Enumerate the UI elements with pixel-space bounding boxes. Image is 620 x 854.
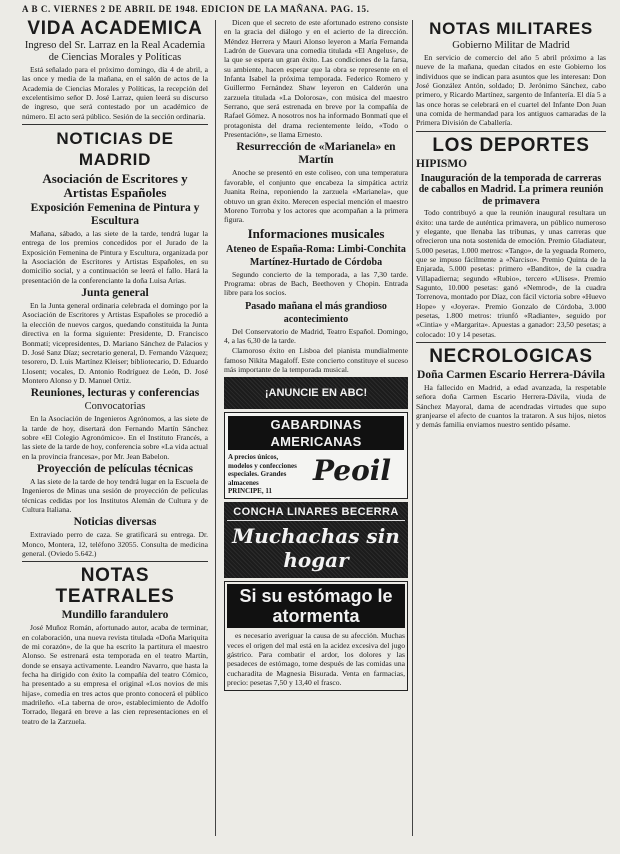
reuniones-heading: Reuniones, lecturas y conferencias xyxy=(30,387,200,400)
ad-banner xyxy=(224,377,408,409)
academia-subtitle: Ingreso del Sr. Larraz en la Real Academia de Ciencias Morales y Políticas xyxy=(24,40,206,63)
marianela-heading: Resurrección de «Marianela» en Martín xyxy=(236,141,396,167)
deportes-sub: Inauguración de la temporada de carreras de caballos en Madrid. La primera reunión de primavera xyxy=(418,172,604,207)
teatrales-sub: Mundillo farandulero xyxy=(61,609,169,622)
stomach-title: Si su estómago le atormenta xyxy=(227,584,405,628)
diversas-heading: Noticias diversas xyxy=(73,516,157,529)
academia-body: Está señalado para el próximo domingo, día 4 de abril, a las once y media de la mañana, en el salón de actos de la Academia de Ciencias Morales y Políticas, la recepción del excelentísimo señor D. José Larraz, quien leerá su discurso de ingreso, que será contestado por un académico de número. El acto será público. Sesión de la sección ordinaria. xyxy=(22,65,208,121)
militares-title: NOTAS MILITARES xyxy=(429,19,593,38)
magaloff-body: Clamoroso éxito en Lisboa del pianista mundialmente famoso Nikita Magaloff. Este concierto constituye el suceso más importante de la temporada musical. xyxy=(224,346,408,374)
noticias-sub1: Asociación de Escritores y Artistas Españoles xyxy=(42,171,188,201)
concha-title: CONCHA LINARES BECERRA xyxy=(227,506,405,521)
pasado-heading: Pasado mañana el más grandioso acontecimiento xyxy=(245,300,387,325)
ateneo-heading: Ateneo de España-Roma: Limbi-Conchita Martínez-Hurtado de Córdoba xyxy=(226,243,406,268)
militares-sub: Gobierno Militar de Madrid xyxy=(452,40,570,51)
column-3 xyxy=(416,18,606,836)
convocatorias-heading: Convocatorias xyxy=(84,401,146,413)
musicales-heading: Informaciones musicales xyxy=(247,225,385,241)
necrologicas-title: NECROLOGICAS xyxy=(429,346,593,368)
noticias-body1: Mañana, sábado, a las siete de la tarde, tendrá lugar la entrega de los premios concedidos por el Jurado de la Exposición Femenina de Pintura y Escultura, organizada por la Asociación de Escritores y Artistas Españoles, en su domicilio social, y a continuación se leerá el fallo. Hará la presentación de la conferenciante la doña Luisa Arias. xyxy=(22,229,208,285)
militares-body: En servicio de comercio del año 5 abril próximo a las nueve de la mañana, quedan citados en este Gobierno los individuos que se indican para asuntos que les interesan: Don José González Antón, soldado; D. Jerónimo Sánchez, cabo primero, y Ricardo Martínez, sargento de Infantería. El día 5 a las once horas se celebrará en el cuartel del Infante Don Juan una comida de hermandad para los antiguos camaradas de la Primera División de Caballería. xyxy=(416,53,606,128)
necrologicas-body: Ha fallecido en Madrid, a edad avanzada, la respetable señora doña Carmen Escario Herrera-Dávila, viuda de Sánchez Mayoral, dama de acendradas virtudes que supo granjearse el afecto de cuantos la trataron. A sus hijos, nietos y demás familia enviamos nuestro sentido pésame. xyxy=(416,383,606,430)
deportes-body: Todo contribuyó a que la reunión inaugural resultara un éxito: una tarde de auténtica primavera, un público numeroso y elegante, que llenaba las tribunas, y unas carreras que ofrecieron una nota sostenida de emoción. Premio Gladiateur, 5.000 pesetas, 1.000 metros: «Tango», de la yeguada Romero, que se impuso fácilmente a «Narciso». Premio Quinta de la Enjarada, 5.000 pesetas: primero «Bandito», de la cuadra Villapadierna; segundo «Rubio», tercero «Ulises». Premio Sagunto, 10.000 pesetas: ganó «Nemrod», de la cuadra Torrenova, montado por Díaz, con fácil victoria sobre «Huevo Hope» y «Joyera». Premio Gonzalo de Córdoba, 3.000 pesetas, 1.800 metros: triunfó «Radiante», seguido por «Cintia» y «Margarita». Apuestas a ganador: 23,50 pesetas; a colocado: 10 y 14 pesetas. xyxy=(416,208,606,339)
noticias-body3: En la Asociación de Ingenieros Agrónomos, a las siete de la tarde de hoy, disertará don Fernando Martín Sánchez sobre «El Colegio Agronómico». En el Instituto Francés, a las siete de la tarde de hoy, conferencia sobre «La vida actual en la provincia francesa», por Mr. Jean Babelon. xyxy=(22,414,208,461)
proyeccion-heading: Proyección de películas técnicas xyxy=(37,462,193,475)
col2-top-body: Dicen que el secreto de este afortunado estreno consiste en la gracia del diálogo y en el acierto de la dirección. Méndez Herrera y Mauri Alonso leyeron a María Fernanda Ladrón de Guevara una comedia titulada «El Angelus», de la que se espera un gran éxito. Las condiciones de la farsa, su ambiente, hacen esperar que la obra se represente en el Infanta Isabel la próxima temporada. Federico Romero y Guillermo Fernández Shaw leyeron en Calderón una zarzuela titulada «La Dolorosa», con música del maestro Serrano, que será estrenada en breve por la compañía de Rafael Gómez. A nosotros nos ha informado Bonmatí que el protagonista del drama recientemente leído, «Todo o Presentación», se llama Ernesto. xyxy=(224,18,408,140)
gabardinas-ad xyxy=(224,412,408,499)
teatrales-title: NOTAS TEATRALES xyxy=(55,565,175,608)
necrologicas-sub: Doña Carmen Escario Herrera-Dávila xyxy=(417,369,605,382)
gabardinas-left-text: A precios únicos, modelos y confecciones especiales. Grandes almacenes xyxy=(228,453,297,487)
divider xyxy=(416,342,606,343)
noticias-body5: Extraviado perro de caza. Se gratificará su entrega. Dr. Monco, Montera, 12, teléfono 32055. Consulta de medicina general. (Oviedo 5.642.) xyxy=(22,530,208,558)
gabardinas-address: PRINCIPE, 11 xyxy=(228,487,272,496)
gabardinas-title: GABARDINAS AMERICANAS xyxy=(228,416,404,450)
column-divider xyxy=(412,20,413,836)
concha-book-title: Muchachas sin hogar xyxy=(232,524,400,573)
divider xyxy=(22,124,208,125)
noticias-title: NOTICIAS DE MADRID xyxy=(56,129,174,170)
noticias-body4: A las siete de la tarde de hoy tendrá lugar en la Escuela de Ingenieros de Minas una sesión de proyección de películas técnicas cedidas por los Institutos Alemán de Cultura y de Cultura Italiana. xyxy=(22,476,208,514)
vida-academica-title: VIDA ACADEMICA xyxy=(27,18,203,39)
junta-heading: Junta general xyxy=(81,287,149,300)
divider xyxy=(416,131,606,132)
column-1 xyxy=(22,18,208,836)
concha-linares-ad xyxy=(224,502,408,578)
teatrales-body: José Muñoz Román, afortunado autor, acaba de terminar, en colaboración, una nueva revista titulada «Doña Mariquita de mi corazón», de la que ha escrito la partitura el maestro Alonso. Se estrenará esta temporada en el teatro Martín, donde se ensaya activamente. Leandro Navarro, que hasta la fecha ha dirigido con éxito la compañía del teatro Cómico, ha presentado a su empresa el original «Los novios de mis hijas», comedia en tres actos que pronto conocerá el público madrileño. «La taberna de oro», establecimiento de Adolfo Torrado, llegará en breve a las cien representaciones en el teatro de la Zarzuela. xyxy=(22,623,208,726)
deportes-title: LOS DEPORTES xyxy=(432,134,590,156)
column-2 xyxy=(224,18,408,836)
column-divider xyxy=(215,20,216,836)
ad-banner-text: ¡ANUNCIE EN ABC! xyxy=(264,387,368,400)
page-header: A B C. VIERNES 2 DE ABRIL DE 1948. EDICION DE LA MAÑANA. PAG. 15. xyxy=(22,4,370,14)
noticias-body2: En la Junta general ordinaria celebrada el domingo por la Asociación de Escritores y Artistas Españoles se procedió a la elección de nuevos cargos, quedando constituida la Junta directiva en la forma siguiente: Presidente, D. Francisco Bonmatí; vicepresidentes, D. Mariano Sánchez de Palacios y D. José Sanz Díaz; secretario general, D. Fernando Vázquez; tesorero, D. Luis Martínez Kleiser; bibliotecario, D. Eduardo Llosent; vocales, D. Antonio Rodríguez de León, D. José Montero Alonso y D. Manuel Ortiz. xyxy=(22,301,208,385)
marianela-body: Anoche se presentó en este coliseo, con una temperatura favorable, el conjunto que encabeza la simpática actriz Juanita Reina, reponiendo la zarzuela «Marianela», que obtuvo un gran éxito. Merecen especial mención el maestro Moreno Torroba y los actores que acompañan a la primera figura. xyxy=(224,168,408,225)
ateneo-body: Segundo concierto de la temporada, a las 7,30 tarde. Programa: obras de Bach, Beethoven y Chopin. Entrada libre para los socios. xyxy=(224,269,408,298)
peoil-logo: Peoil xyxy=(312,453,392,487)
hipismo-heading: HIPISMO xyxy=(416,157,468,170)
stomach-ad xyxy=(224,581,408,691)
noticias-sub2: Exposición Femenina de Pintura y Escultura xyxy=(30,202,200,228)
pasado-body: Del Conservatorio de Madrid, Teatro Español. Domingo, 4, a las 6,30 de la tarde. xyxy=(224,326,408,345)
stomach-body: es necesario averiguar la causa de su afección. Muchas veces el origen del mal está en la acidez excesiva del jugo gástrico. Para combatir el ardor, los dolores y las pesadeces de estómago, tome después de las comidas una cucharadita de Magnesia Bisurada. Venta en farmacias, precio: pesetas 7,50 y 13,40 el frasco. xyxy=(227,631,405,687)
divider xyxy=(22,561,208,562)
